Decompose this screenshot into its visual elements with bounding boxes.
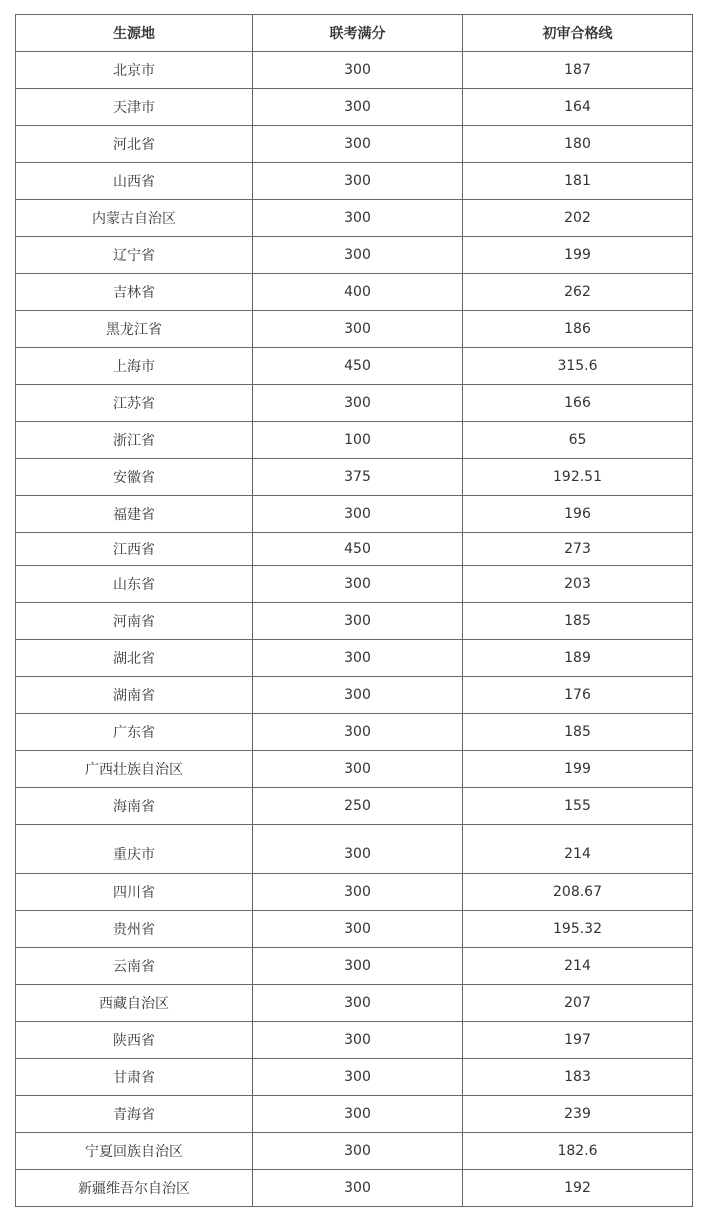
cell-passing-line: 185 <box>463 603 693 640</box>
cell-origin: 天津市 <box>16 89 253 126</box>
cell-passing-line: 189 <box>463 640 693 677</box>
cell-passing-line: 239 <box>463 1095 693 1132</box>
cell-full-score: 300 <box>253 603 463 640</box>
cell-origin: 福建省 <box>16 496 253 533</box>
cell-passing-line: 273 <box>463 533 693 566</box>
table-row <box>16 274 693 311</box>
cell-passing-line: 192 <box>463 1169 693 1206</box>
table-row <box>16 788 693 825</box>
cell-passing-line: 207 <box>463 984 693 1021</box>
cell-passing-line: 181 <box>463 163 693 200</box>
cell-full-score: 300 <box>253 163 463 200</box>
cell-full-score: 375 <box>253 459 463 496</box>
cell-origin: 湖北省 <box>16 640 253 677</box>
cell-full-score: 450 <box>253 533 463 566</box>
table-row <box>16 1021 693 1058</box>
table-row <box>16 348 693 385</box>
cell-passing-line: 180 <box>463 126 693 163</box>
cell-passing-line: 195.32 <box>463 910 693 947</box>
cell-full-score: 300 <box>253 52 463 89</box>
cell-passing-line: 315.6 <box>463 348 693 385</box>
cell-passing-line: 203 <box>463 566 693 603</box>
cell-full-score: 300 <box>253 237 463 274</box>
cell-full-score: 100 <box>253 422 463 459</box>
cell-passing-line: 199 <box>463 751 693 788</box>
cell-passing-line: 214 <box>463 947 693 984</box>
table-row <box>16 677 693 714</box>
cell-full-score: 250 <box>253 788 463 825</box>
cell-origin: 宁夏回族自治区 <box>16 1132 253 1169</box>
cell-origin: 山东省 <box>16 566 253 603</box>
table-row <box>16 237 693 274</box>
table-row <box>16 1169 693 1206</box>
table-row <box>16 947 693 984</box>
score-table-part-2 <box>15 825 693 1207</box>
cell-full-score: 300 <box>253 496 463 533</box>
cell-full-score: 300 <box>253 1058 463 1095</box>
cell-passing-line: 202 <box>463 200 693 237</box>
cell-origin: 吉林省 <box>16 274 253 311</box>
cell-origin: 江西省 <box>16 533 253 566</box>
table-row <box>16 910 693 947</box>
table-row <box>16 459 693 496</box>
cell-origin: 河南省 <box>16 603 253 640</box>
cell-full-score: 300 <box>253 566 463 603</box>
cell-passing-line: 196 <box>463 496 693 533</box>
table-row <box>16 873 693 910</box>
table-row <box>16 163 693 200</box>
table-row <box>16 200 693 237</box>
cell-full-score: 300 <box>253 947 463 984</box>
cell-origin: 四川省 <box>16 873 253 910</box>
cell-passing-line: 199 <box>463 237 693 274</box>
cell-full-score: 400 <box>253 274 463 311</box>
cell-full-score: 300 <box>253 640 463 677</box>
cell-origin: 广西壮族自治区 <box>16 751 253 788</box>
cell-full-score: 300 <box>253 677 463 714</box>
cell-passing-line: 164 <box>463 89 693 126</box>
table-row <box>16 1095 693 1132</box>
cell-full-score: 300 <box>253 385 463 422</box>
cell-origin: 新疆维吾尔自治区 <box>16 1169 253 1206</box>
table-row <box>16 1132 693 1169</box>
cell-full-score: 450 <box>253 348 463 385</box>
cell-origin: 上海市 <box>16 348 253 385</box>
table-row <box>16 52 693 89</box>
table-row <box>16 640 693 677</box>
cell-origin: 西藏自治区 <box>16 984 253 1021</box>
cell-origin: 重庆市 <box>16 825 253 873</box>
cell-passing-line: 166 <box>463 385 693 422</box>
table-header-row <box>16 15 693 52</box>
cell-origin: 甘肃省 <box>16 1058 253 1095</box>
cell-full-score: 300 <box>253 984 463 1021</box>
cell-origin: 河北省 <box>16 126 253 163</box>
cell-passing-line: 214 <box>463 825 693 873</box>
cell-origin: 陕西省 <box>16 1021 253 1058</box>
cell-passing-line: 155 <box>463 788 693 825</box>
cell-passing-line: 185 <box>463 714 693 751</box>
table-row <box>16 566 693 603</box>
cell-origin: 云南省 <box>16 947 253 984</box>
table-row <box>16 533 693 566</box>
header-origin: 生源地 <box>16 15 253 52</box>
table-row <box>16 984 693 1021</box>
cell-origin: 海南省 <box>16 788 253 825</box>
cell-full-score: 300 <box>253 126 463 163</box>
cell-passing-line: 176 <box>463 677 693 714</box>
header-passing-line: 初审合格线 <box>463 15 693 52</box>
cell-passing-line: 262 <box>463 274 693 311</box>
cell-passing-line: 183 <box>463 1058 693 1095</box>
cell-full-score: 300 <box>253 910 463 947</box>
cell-passing-line: 192.51 <box>463 459 693 496</box>
cell-passing-line: 208.67 <box>463 873 693 910</box>
cell-full-score: 300 <box>253 751 463 788</box>
cell-origin: 浙江省 <box>16 422 253 459</box>
cell-full-score: 300 <box>253 1132 463 1169</box>
cell-origin: 安徽省 <box>16 459 253 496</box>
cell-full-score: 300 <box>253 1021 463 1058</box>
table-row <box>16 825 693 873</box>
cell-passing-line: 182.6 <box>463 1132 693 1169</box>
table-row <box>16 311 693 348</box>
table-row <box>16 603 693 640</box>
cell-full-score: 300 <box>253 200 463 237</box>
cell-full-score: 300 <box>253 714 463 751</box>
cell-origin: 辽宁省 <box>16 237 253 274</box>
cell-origin: 江苏省 <box>16 385 253 422</box>
cell-passing-line: 186 <box>463 311 693 348</box>
table-row <box>16 1058 693 1095</box>
cell-origin: 青海省 <box>16 1095 253 1132</box>
cell-full-score: 300 <box>253 311 463 348</box>
table-row <box>16 89 693 126</box>
cell-full-score: 300 <box>253 89 463 126</box>
header-full-score: 联考满分 <box>253 15 463 52</box>
cell-full-score: 300 <box>253 825 463 873</box>
score-table-part-1 <box>15 14 693 825</box>
cell-origin: 广东省 <box>16 714 253 751</box>
cell-passing-line: 197 <box>463 1021 693 1058</box>
table-row <box>16 496 693 533</box>
cell-full-score: 300 <box>253 1169 463 1206</box>
table-row <box>16 385 693 422</box>
cell-passing-line: 65 <box>463 422 693 459</box>
cell-origin: 内蒙古自治区 <box>16 200 253 237</box>
table-row <box>16 714 693 751</box>
cell-origin: 贵州省 <box>16 910 253 947</box>
cell-origin: 黑龙江省 <box>16 311 253 348</box>
cell-full-score: 300 <box>253 1095 463 1132</box>
cell-origin: 山西省 <box>16 163 253 200</box>
cell-origin: 湖南省 <box>16 677 253 714</box>
cell-passing-line: 187 <box>463 52 693 89</box>
table-row <box>16 751 693 788</box>
table-row <box>16 126 693 163</box>
table-row <box>16 422 693 459</box>
cell-origin: 北京市 <box>16 52 253 89</box>
cell-full-score: 300 <box>253 873 463 910</box>
